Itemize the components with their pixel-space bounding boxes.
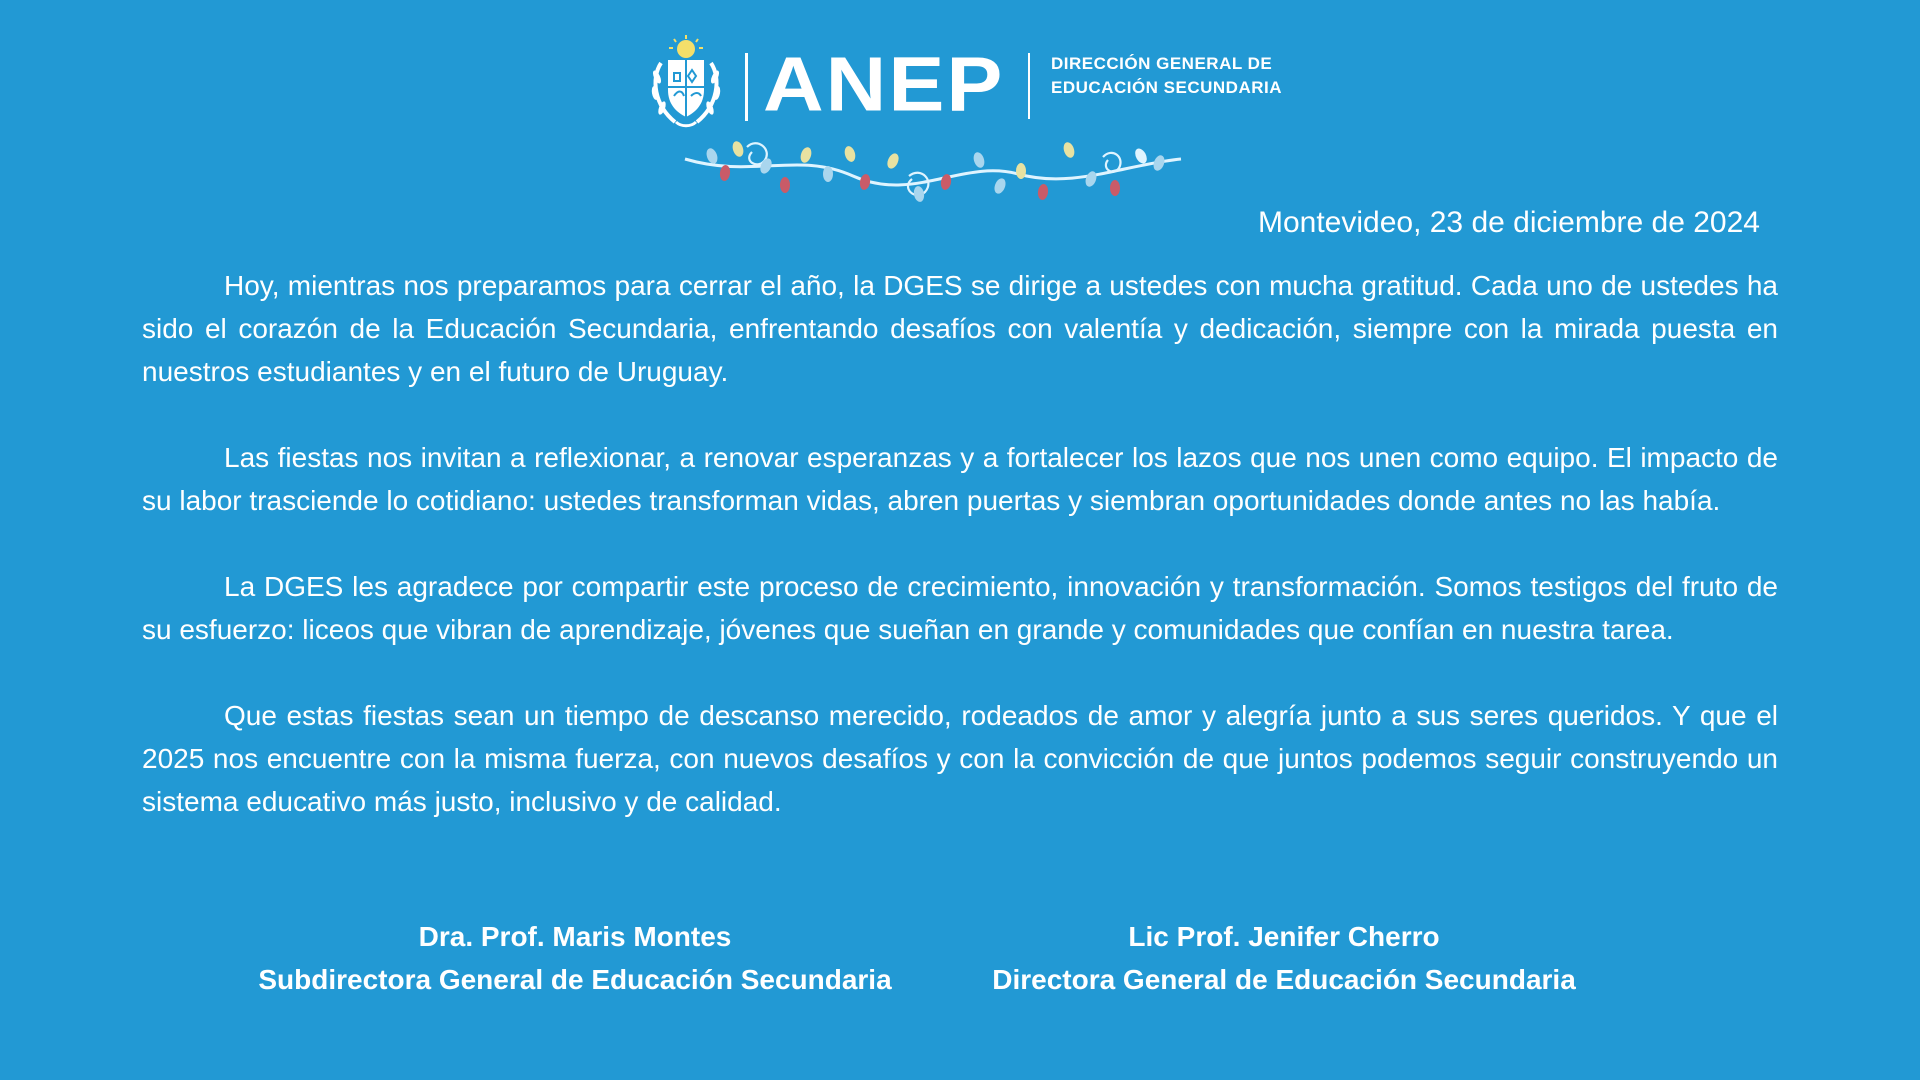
signatory-title: Subdirectora General de Educación Secundaria — [258, 964, 892, 995]
signatory-name: Lic Prof. Jenifer Cherro — [1128, 921, 1440, 952]
dges-wordmark: DIRECCIÓN GENERAL DE EDUCACIÓN SECUNDARIA — [1051, 54, 1283, 97]
letter-paragraph: Que estas fiestas sean un tiempo de descanso merecido, rodeados de amor y alegría junto a sus seres queridos. Y que el 2025 nos encuentre con la misma fuerza, con nuevos desafíos y con la convicción de que juntos podemos seguir construyendo un sistema educativo más justo, inclusivo y de calidad. — [142, 700, 1778, 817]
letter-date: Montevideo, 23 de diciembre de 2024 — [1257, 206, 1760, 239]
letter-paragraph: La DGES les agradece por compartir este proceso de crecimiento, innovación y transformación. Somos testigos del fruto de su esfuerzo: liceos que vibran de aprendizaje, jóvenes que sueñan en grande y comunidades que confían en nuestra tarea. — [142, 571, 1778, 645]
logo-divider — [745, 53, 748, 121]
christmas-lights-icon — [683, 131, 1183, 213]
signature-left — [255, 915, 895, 1001]
signature-right — [964, 915, 1604, 1001]
signature-block — [0, 915, 1920, 1005]
anep-logo — [645, 35, 1285, 135]
logo-divider — [1028, 53, 1030, 119]
letter-body — [142, 264, 1778, 866]
letter-header — [0, 35, 1920, 215]
signatory-title: Directora General de Educación Secundaria — [992, 964, 1576, 995]
anep-wordmark: ANEP — [763, 40, 1005, 127]
signatory-name: Dra. Prof. Maris Montes — [418, 921, 732, 952]
letter-paragraph: Hoy, mientras nos preparamos para cerrar el año, la DGES se dirige a ustedes con mucha gratitud. Cada uno de ustedes ha sido el corazón de la Educación Secundaria, enfrentando desafíos con valentía y dedicación, siempre con la mirada puesta en nuestros estudiantes y en el futuro de Uruguay. — [142, 270, 1778, 387]
letter-paragraph: Las fiestas nos invitan a reflexionar, a renovar esperanzas y a fortalecer los lazos que nos unen como equipo. El impacto de su labor trasciende lo cotidiano: ustedes transforman vidas, abren puertas y siembran oportunidades donde antes no las había. — [142, 442, 1778, 516]
coat-of-arms-icon — [645, 35, 727, 131]
